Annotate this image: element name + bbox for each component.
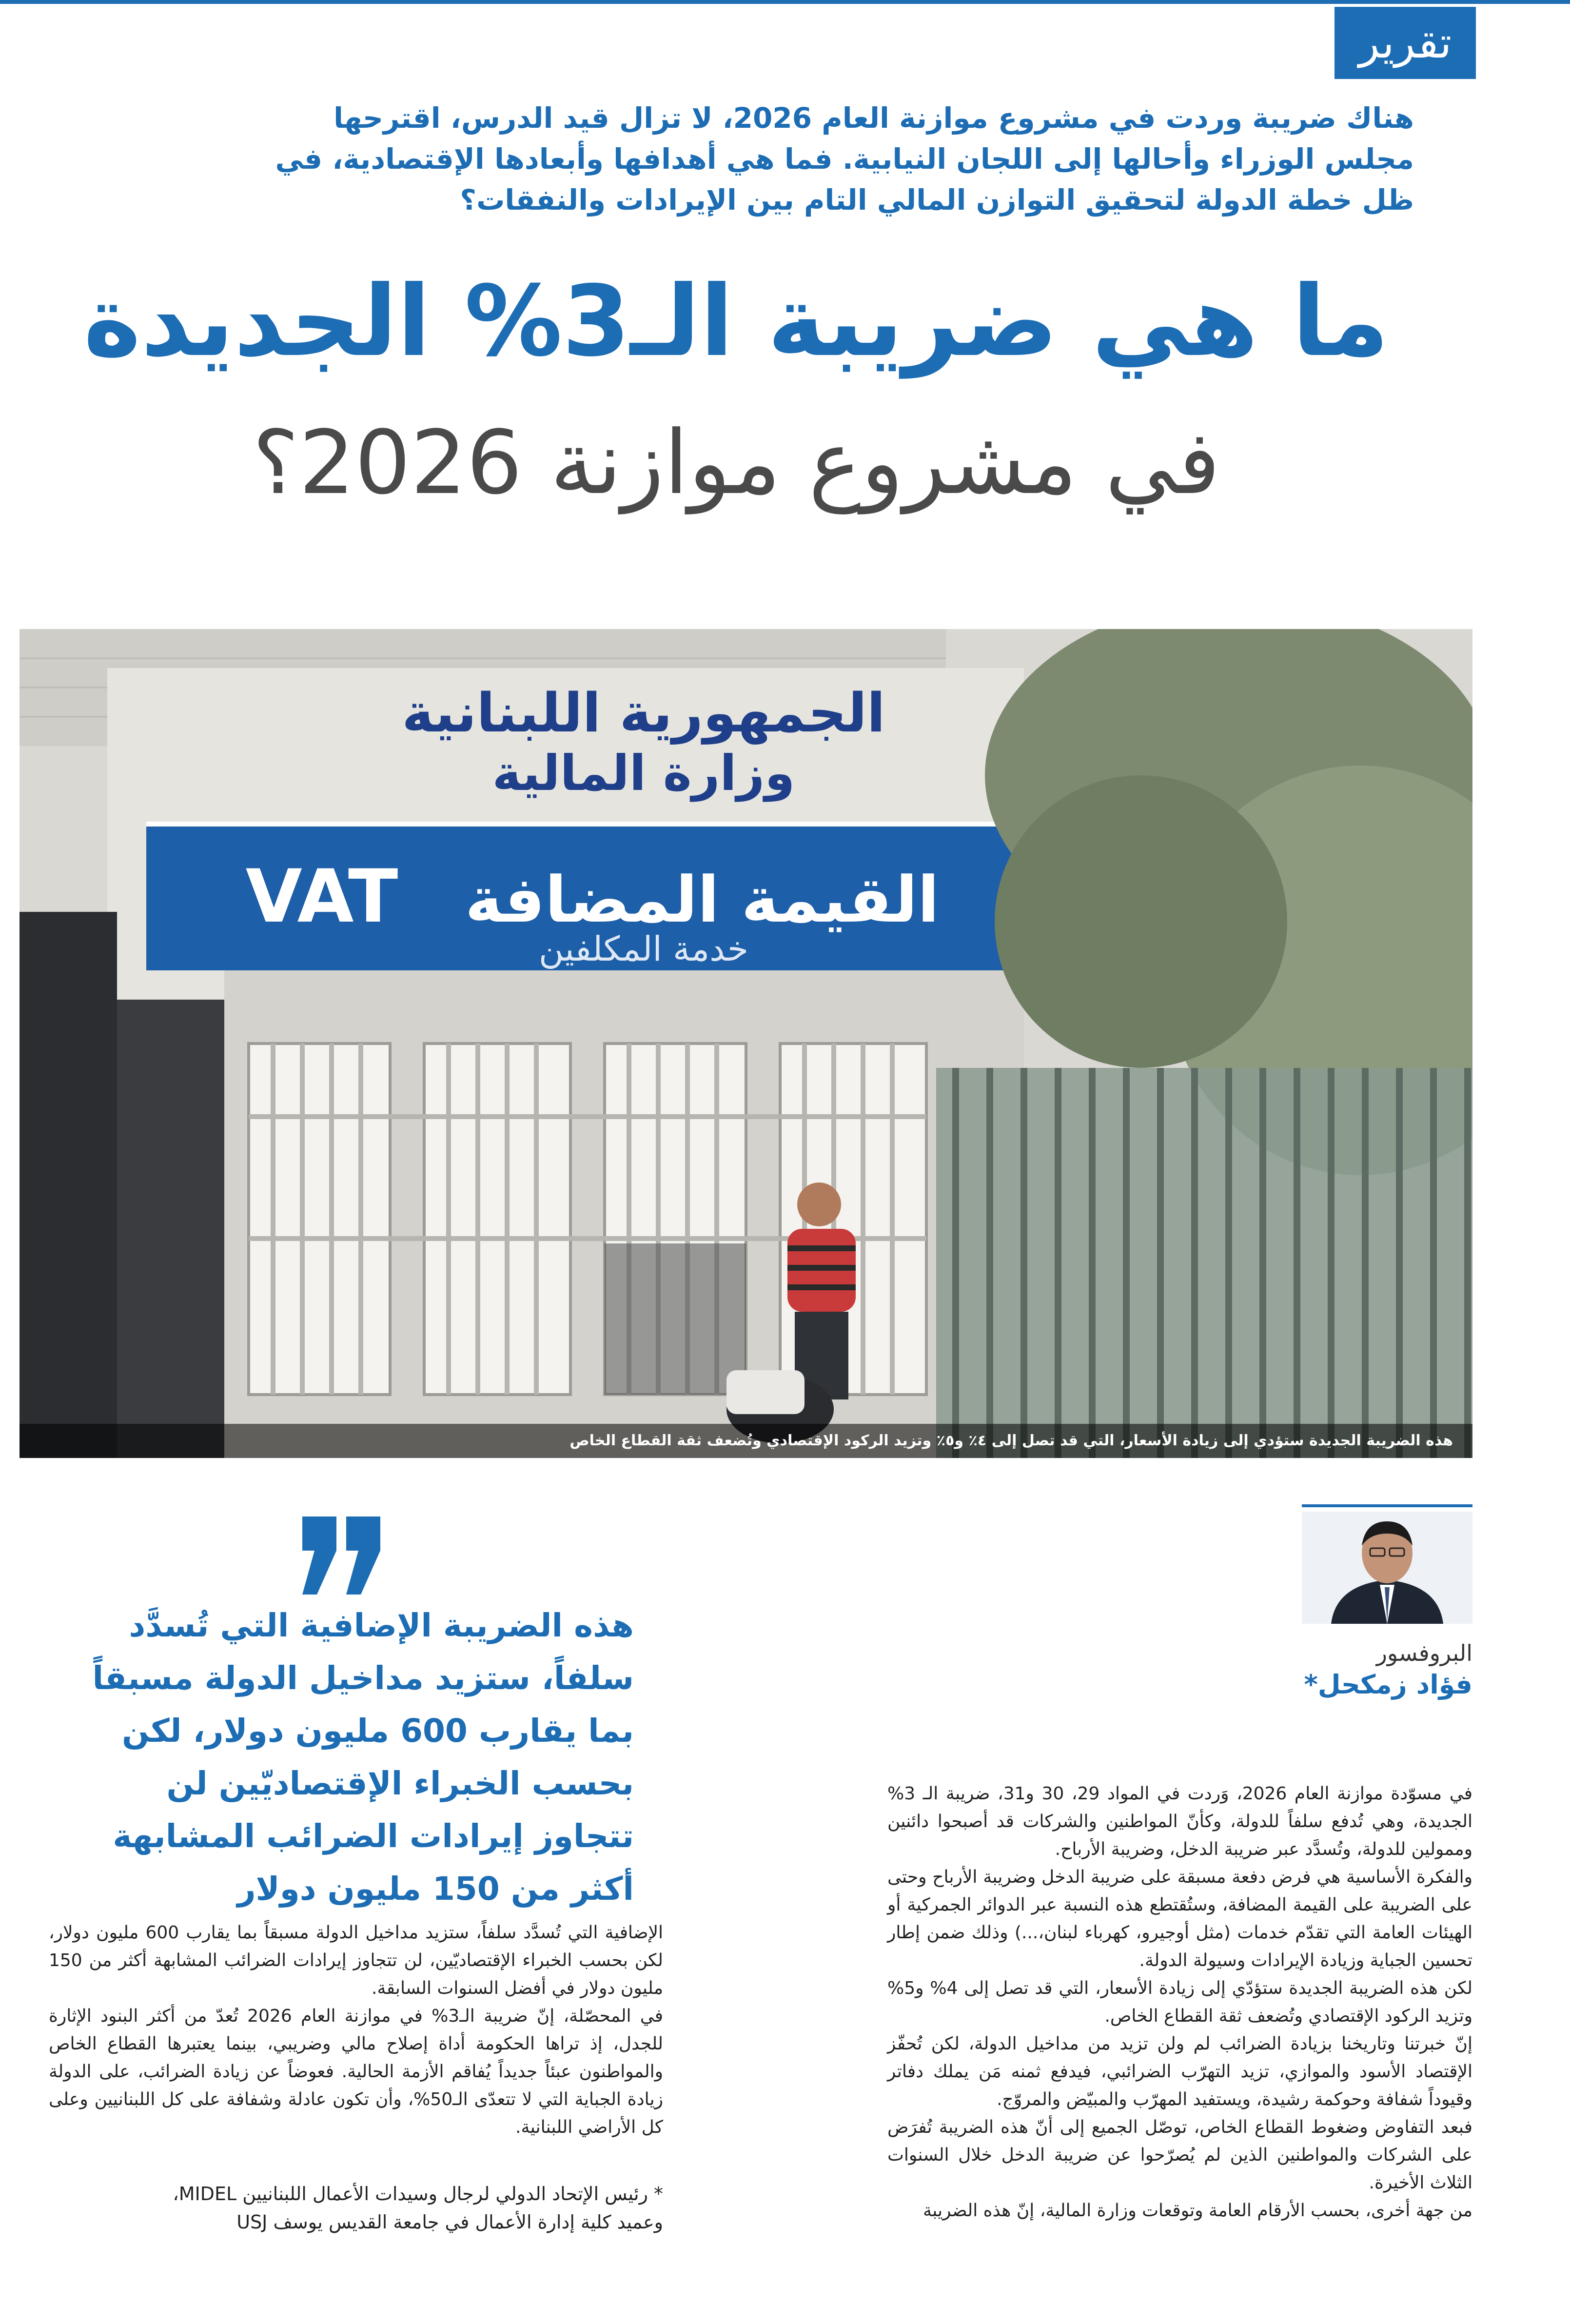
body-paragraph: والفكرة الأساسية هي فرض دفعة مسبقة على ضريبة الدخل وضريبة الأرباح وحتى على الضريبة على القيمة المضافة، وستُقتطع هذه النسبة عبر الدوائر الجمركية أو الهيئات العامة التي تقدّم خدمات (مثل أوجيرو، كهرباء لبنان،...) وذلك ضمن إطار تحسين الجباية وزيادة الإيرادات وسيولة الدولة.: [887, 1867, 1472, 1970]
author-photo: [1302, 1512, 1472, 1624]
author-name: فؤاد زمكحل*: [1304, 1669, 1472, 1700]
author-rule: [1302, 1504, 1472, 1507]
body-paragraph: الإضافية التي تُسدَّد سلفاً، ستزيد مداخيل الدولة مسبقاً بما يقارب 600 مليون دولار، لكن بحسب الخبراء الإقتصاديّين، لن تتجاوز إيرادات الضرائب المشابهة أكثر من 150 مليون دولار في أفضل السنوات السابقة.: [49, 1923, 663, 1998]
quote-mark-icon: [293, 1512, 390, 1599]
body-paragraph: لكن هذه الضريبة الجديدة ستؤدّي إلى زيادة الأسعار، التي قد تصل إلى 4% و5% وتزيد الركود الإقتصادي وتُضعف ثقة القطاع الخاص.: [887, 1978, 1472, 2026]
sign-text-vat-arabic: القيمة المضافة: [465, 863, 940, 937]
pull-quote: هذه الضريبة الإضافية التي تُسدَّد سلفاً، ستزيد مداخيل الدولة مسبقاً بما يقارب 600 مليون دولار، لكن بحسب الخبراء الإقتصاديّين لن تتجاوز إيرادات الضرائب المشابهة أكثر من 150 مليون دولار: [92, 1607, 634, 1908]
intro-text: هناك ضريبة وردت في مشروع موازنة العام 2026، لا تزال قيد الدرس، اقترحها مجلس الوزراء وأحالها إلى اللجان النيابية. فما هي أهدافها وأبعادها الإقتصادية، في ظل خطة الدولة لتحقيق التوازن المالي التام بين الإيرادات والنفقات؟: [275, 101, 1414, 217]
headline: ما هي ضريبة الـ3% الجديدة: [83, 265, 1389, 378]
body-paragraph: في مسوّدة موازنة العام 2026، وَردت في المواد 29، 30 و31، ضريبة الـ 3% الجديدة، وهي تُدفع سلفاً للدولة، وكأنّ المواطنين والشركات قد أصبحوا دائنين وممولين للدولة، وتُسدَّد عبر ضريبة الدخل، وضريبة الأرباح.: [887, 1784, 1473, 1859]
subheadline: في مشروع موازنة 2026؟: [252, 412, 1220, 514]
author-title: البروفسور: [1376, 1640, 1472, 1666]
photo-caption: هذه الضريبة الجديدة ستؤدي إلى زيادة الأسعار، التي قد تصل إلى ٤٪ و٥٪ وتزيد الركود الإقتصادي وتُضعف ثقة القطاع الخاص: [569, 1432, 1453, 1449]
footnote-line: وعميد كلية إدارة الأعمال في جامعة القديس يوسف USJ: [236, 2211, 663, 2233]
body-column-left: [49, 1919, 663, 2141]
section-tag: تقرير: [1334, 7, 1476, 79]
body-paragraph: فبعد التفاوض وضغوط القطاع الخاص، توصّل الجميع إلى أنّ هذه الضريبة تُفرَض على الشركات والمواطنين الذين لم يُصرّحوا عن ضريبة الدخل خلال السنوات الثلاث الأخيرة.: [887, 2117, 1472, 2193]
article-photo: [20, 629, 1472, 1458]
body-paragraph: إنّ خبرتنا وتاريخنا بزيادة الضرائب لم ولن تزيد من مداخيل الدولة، لكن تُحفّز الإقتصاد الأسود والموازي، تزيد التهرّب الضرائبي، فيدفع ثمنه مَن يملك دفاتر وقيوداً شفافة وحوكمة رشيدة، ويستفيد المهرّب والمبيّض والمروّج.: [887, 2034, 1472, 2109]
sign-text-service: خدمة المكلفين: [538, 929, 749, 969]
body-column-right: [887, 1780, 1472, 2225]
top-rule: [0, 0, 1570, 4]
footnote-line: * رئيس الإتحاد الدولي لرجال وسيدات الأعمال اللبنانيين MIDEL،: [173, 2183, 663, 2205]
sign-text-ministry: وزارة المالية: [492, 745, 795, 802]
author-footnote: [49, 2180, 663, 2236]
sign-vat-text: VAT: [245, 854, 398, 939]
body-paragraph: في المحصّلة، إنّ ضريبة الـ3% في موازنة العام 2026 تُعدّ من أكثر البنود الإثارة للجدل، إذ تراها الحكومة أداة إصلاح مالي وضريبي، بينما يعتبرها القطاع الخاص والمواطنون عبئاً جديداً يُفاقم الأزمة الحالية. فعوضاً عن زيادة الضرائب، على الدولة زيادة الجباية التي لا تتعدّى الـ50%، وأن تكون عادلة وشفافة على كل اللبنانيين وعلى كل الأراضي اللبنانية.: [49, 2006, 663, 2137]
sign-text-republic: الجمهورية اللبنانية: [402, 682, 885, 744]
body-paragraph: من جهة أخرى، بحسب الأرقام العامة وتوقعات وزارة المالية، إنّ هذه الضريبة: [922, 2201, 1472, 2221]
